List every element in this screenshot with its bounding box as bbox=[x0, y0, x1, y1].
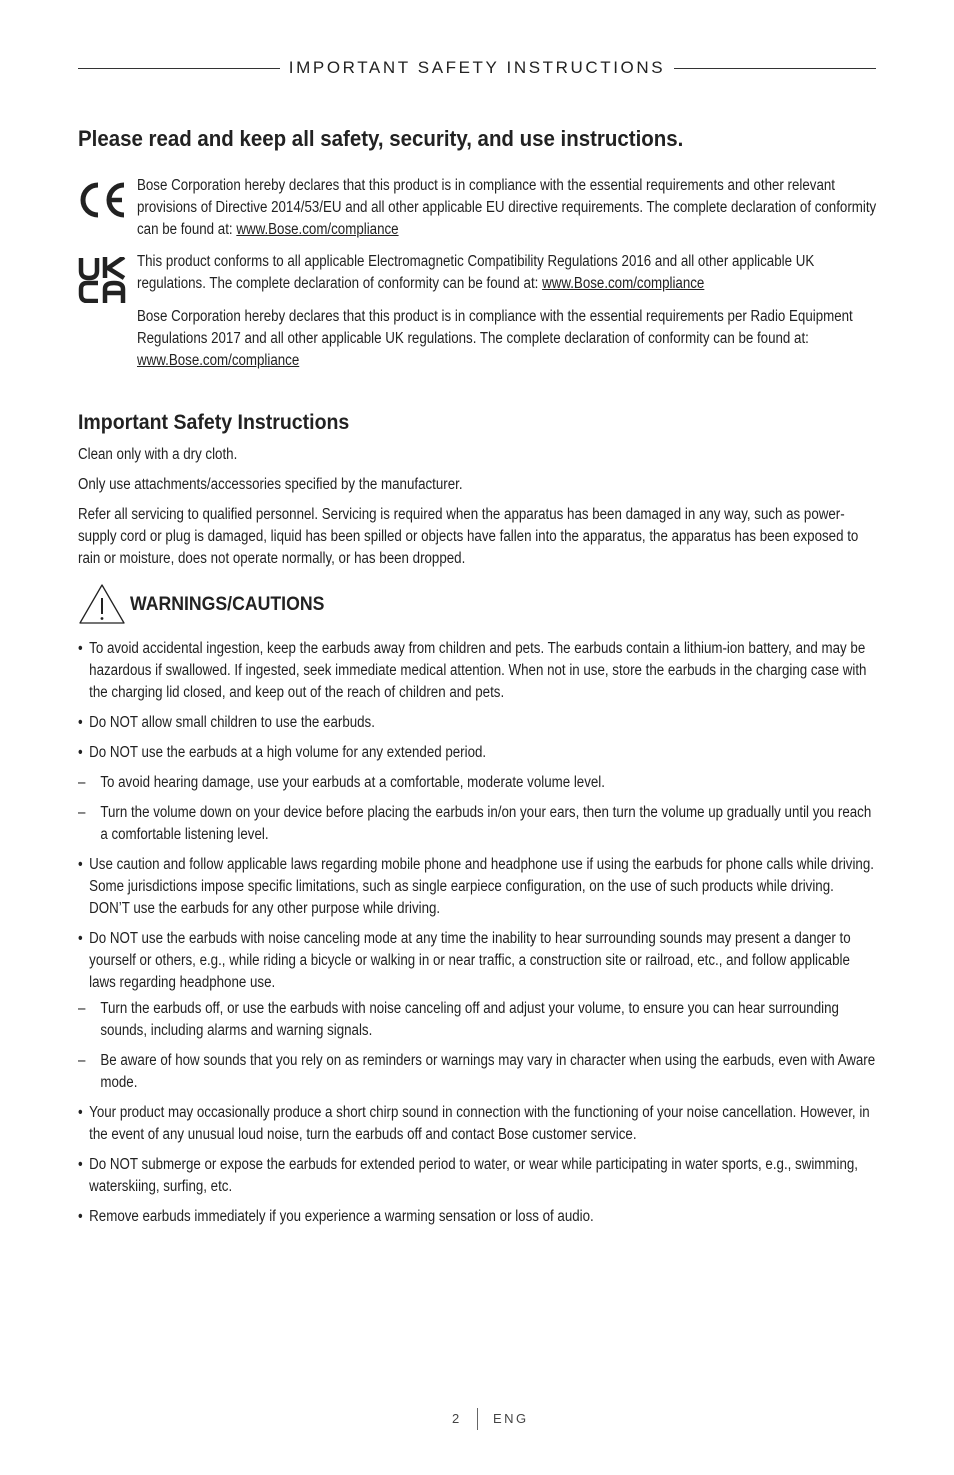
ukca-emc-text: This product conforms to all applicable Electromagnetic Compatibility Regulations 2016 and all other applicable UK regulations. The complete declaration of conformity can be found at: www.Bose.com/compliance bbox=[137, 253, 815, 292]
ce-compliance-link[interactable]: www.Bose.com/compliance bbox=[236, 221, 399, 238]
safety-paragraph: Refer all servicing to qualified personnel. Servicing is required when the apparatus has been damaged in any way, such as power-supply cord or plug is damaged, liquid has been spilled or objects have fallen into the apparatus, the apparatus has been exposed to rain or moisture, does not operate normally, or has been dropped. bbox=[78, 506, 859, 567]
bullet-icon: • bbox=[78, 640, 83, 657]
list-item: • Use caution and follow applicable laws regarding mobile phone and headphone use if using the earbuds for phone calls while driving. Some jurisdictions impose specific limitations, such as single earpiece configuration, on the use of such products while driving. DON’T use the earbuds for any other purpose while driving. bbox=[78, 856, 874, 917]
safety-body bbox=[78, 444, 876, 570]
list-item: • Do NOT use the earbuds at a high volume for any extended period. – To avoid hearing damage, use your earbuds at a comfortable, moderate volume level. – Turn the volume down on your device before placing the earbuds in/on your ears, then turn the volume up gradually until you reach a comfortable listening level. bbox=[78, 742, 876, 846]
sub-list bbox=[78, 998, 876, 1094]
warnings-body bbox=[78, 638, 876, 1228]
list-item: • Your product may occasionally produce a short chirp sound in connection with the functioning of your noise cancellation. However, in the event of any unusual loud noise, turn the earbuds off and contact Bose customer service. bbox=[78, 1104, 870, 1143]
warnings-heading bbox=[78, 584, 878, 624]
intro-heading: Please read and keep all safety, security, and use instructions. bbox=[78, 126, 684, 151]
header-rule-left bbox=[78, 68, 280, 69]
list-item: • Do NOT submerge or expose the earbuds for extended period to water, or wear while participating in water sports, e.g., swimming, waterskiing, surfing, etc. bbox=[78, 1156, 859, 1195]
ce-mark-icon bbox=[78, 182, 126, 218]
bullet-icon: • bbox=[78, 1156, 83, 1173]
bullet-icon: • bbox=[78, 744, 83, 761]
ukca-compliance-link-1[interactable]: www.Bose.com/compliance bbox=[542, 275, 705, 292]
dash-icon: – bbox=[78, 1052, 86, 1069]
page-content bbox=[78, 126, 878, 1228]
header-rule-right bbox=[674, 68, 876, 69]
sub-list-item: – Turn the earbuds off, or use the earbuds with noise canceling off and adjust your volume, to ensure you can hear surrounding sounds, including alarms and warning signals. bbox=[78, 1000, 839, 1039]
bullet-icon: • bbox=[78, 930, 83, 947]
dash-icon: – bbox=[78, 1000, 86, 1017]
page-number: 2 bbox=[452, 1411, 460, 1426]
ukca-mark-icon bbox=[78, 257, 126, 303]
ukca-compliance-link-2[interactable]: www.Bose.com/compliance bbox=[137, 352, 300, 369]
header-title: IMPORTANT SAFETY INSTRUCTIONS bbox=[288, 58, 666, 77]
warning-triangle-icon bbox=[78, 584, 126, 624]
language-code: ENG bbox=[493, 1411, 529, 1426]
ce-text: Bose Corporation hereby declares that this product is in compliance with the essential requirements and other relevant provisions of Directive 2014/53/EU and all other applicable EU directive requirements. The complete declaration of conformity can be found at: www.Bose.com/compliance bbox=[137, 177, 877, 238]
warnings-list bbox=[78, 638, 876, 1228]
page-footer bbox=[0, 1408, 954, 1432]
list-item: • Remove earbuds immediately if you experience a warming sensation or loss of audio. bbox=[78, 1206, 876, 1228]
safety-paragraph: Clean only with a dry cloth. bbox=[78, 446, 238, 463]
safety-paragraph: Only use attachments/accessories specified by the manufacturer. bbox=[78, 476, 463, 493]
list-item: • Do NOT allow small children to use the earbuds. bbox=[78, 712, 876, 734]
safety-heading: Important Safety Instructions bbox=[78, 411, 350, 434]
list-item: • To avoid accidental ingestion, keep the earbuds away from children and pets. The earbuds contain a lithium-ion battery, and may be hazardous if swallowed. If ingested, seek immediate medical attention. When not in use, store the earbuds in the charging case with the charging lid closed, and keep out of the reach of children and pets. bbox=[78, 640, 867, 701]
bullet-icon: • bbox=[78, 1208, 83, 1225]
ce-declaration bbox=[78, 175, 878, 241]
bullet-icon: • bbox=[78, 714, 83, 731]
page-header bbox=[78, 57, 876, 79]
dash-icon: – bbox=[78, 804, 86, 821]
ukca-radio-text: Bose Corporation hereby declares that this product is in compliance with the essential requirements per Radio Equipment Regulations 2017 and all other applicable UK regulations. The complete declaration of conformity can be found at: www.Bose.com/compliance bbox=[137, 308, 853, 369]
bullet-icon: • bbox=[78, 1104, 83, 1121]
footer-divider bbox=[477, 1408, 478, 1430]
sub-list-item: – Be aware of how sounds that you rely on as reminders or warnings may vary in character when using the earbuds, even with Aware mode. bbox=[78, 1052, 876, 1091]
dash-icon: – bbox=[78, 774, 86, 791]
sub-list bbox=[78, 772, 876, 846]
list-item: • Do NOT use the earbuds with noise canceling mode at any time the inability to hear surrounding sounds may present a danger to yourself or others, e.g., while riding a bicycle or walking in or near traffic, a construction site or railroad, etc., and follow applicable laws regarding headphone use. – Turn the earbuds off, or use the earbuds with noise canceling off and adjust your volume, to ensure you can hear surrounding sounds, including alarms and warning signals. – Be aware of how sounds that you rely on as reminders or warnings may vary in character when using the earbuds, even with Aware mode. bbox=[78, 928, 876, 1094]
sub-list-item: – Turn the volume down on your device before placing the earbuds in/on your ears, then turn the volume up gradually until you reach a comfortable listening level. bbox=[78, 804, 872, 843]
bullet-icon: • bbox=[78, 856, 83, 873]
ukca-declaration bbox=[78, 251, 878, 372]
warnings-title: WARNINGS/CAUTIONS bbox=[130, 594, 325, 615]
sub-list-item: – To avoid hearing damage, use your earbuds at a comfortable, moderate volume level. bbox=[78, 772, 876, 794]
